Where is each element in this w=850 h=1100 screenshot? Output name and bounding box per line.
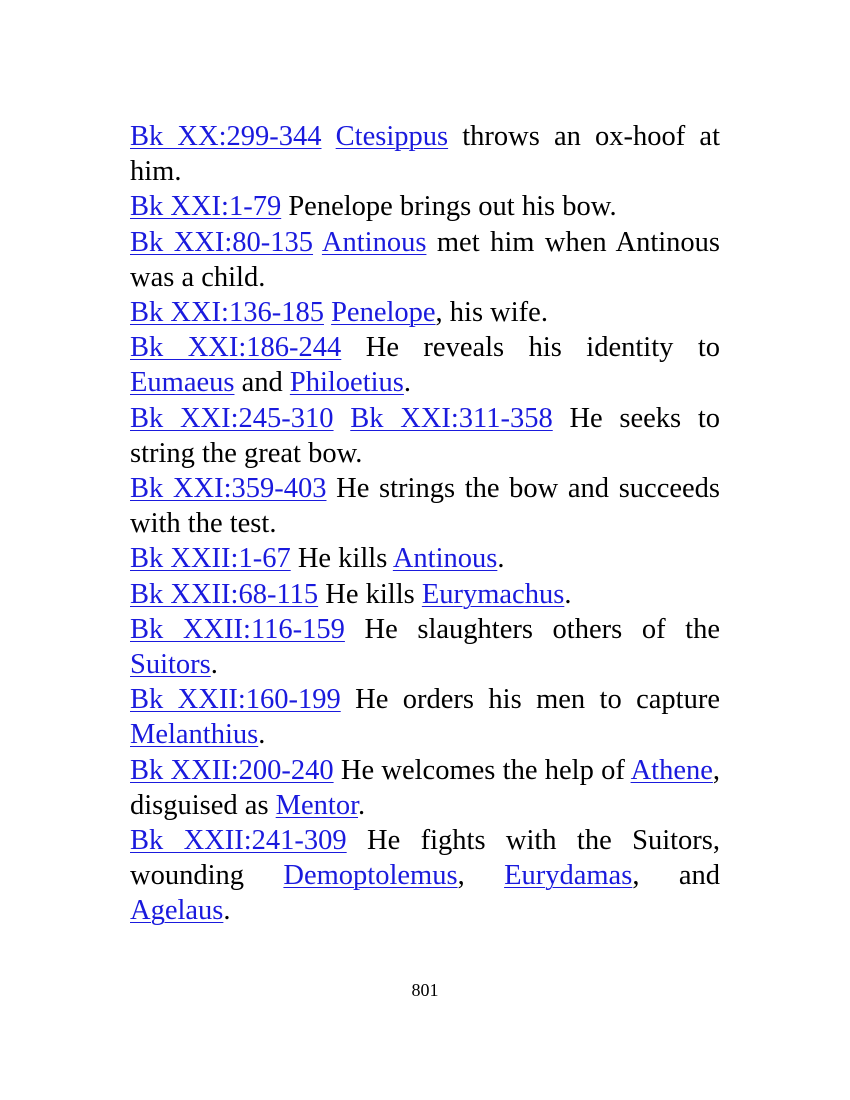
entry-text: met him when Antinous was a child.: [130, 226, 720, 293]
entry-text: .: [223, 895, 231, 927]
entry-paragraph: [130, 295, 720, 330]
ref-link-bk-xxi-245-310[interactable]: Bk XXI:245-310: [130, 402, 334, 434]
entry-text: , disguised as: [130, 754, 720, 821]
entry-text: He reveals his identity to: [341, 332, 720, 364]
entry-list: [130, 119, 720, 929]
page-number: 801: [411, 980, 439, 1000]
entry-text: .: [403, 367, 412, 399]
ref-link-bk-xxii-160-199[interactable]: Bk XXII:160-199: [130, 684, 341, 716]
entry-text: He slaughters others of the: [344, 613, 721, 645]
ref-link-bk-xxii-241-309[interactable]: Bk XXII:241-309: [130, 825, 347, 857]
entry-paragraph: [130, 471, 720, 541]
ref-link-bk-xxii-68-115[interactable]: Bk XXII:68-115: [130, 578, 319, 610]
name-link-demoptolemus[interactable]: Demoptolemus: [283, 860, 458, 892]
name-link-eurydamas[interactable]: Eurydamas: [504, 860, 633, 892]
entry-paragraph: [130, 189, 720, 224]
entry-paragraph: [130, 612, 720, 682]
name-link-eurymachus[interactable]: Eurymachus: [421, 578, 565, 610]
name-link-agelaus[interactable]: Agelaus: [130, 895, 224, 927]
entry-text: He welcomes the help of: [333, 754, 631, 786]
entry-paragraph: [130, 225, 720, 295]
name-link-ctesippus[interactable]: Ctesippus: [335, 121, 449, 152]
ref-link-bk-xxii-1-67[interactable]: Bk XXII:1-67: [130, 543, 291, 575]
ref-link-bk-xxii-116-159[interactable]: Bk XXII:116-159: [130, 613, 345, 645]
entry-text: and: [234, 367, 290, 399]
name-link-antinous[interactable]: Antinous: [392, 543, 498, 575]
entry-text: , his wife.: [435, 297, 548, 329]
name-link-philoetius[interactable]: Philoetius: [289, 367, 404, 399]
entry-text: He strings the bow and succeeds with the test.: [130, 473, 720, 540]
entry-text: [322, 121, 336, 152]
entry-text: , and: [632, 860, 720, 892]
entry-text: [324, 297, 331, 328]
entry-text: .: [358, 789, 366, 821]
entry-paragraph: [130, 577, 720, 612]
entry-text: .: [210, 649, 218, 681]
entry-paragraph: [130, 401, 720, 471]
entry-paragraph: [130, 119, 720, 189]
entry-paragraph: [130, 541, 720, 576]
ref-link-bk-xxi-136-185[interactable]: Bk XXI:136-185: [130, 297, 324, 329]
entry-text: He fights with the Suitors, wounding: [130, 825, 720, 892]
name-link-penelope[interactable]: Penelope: [331, 297, 436, 329]
entry-text: .: [258, 719, 266, 751]
ref-link-bk-xx-299-344[interactable]: Bk XX:299-344: [130, 121, 322, 152]
ref-link-bk-xxii-200-240[interactable]: Bk XXII:200-240: [130, 754, 334, 786]
entry-text: throws an ox-hoof at him.: [130, 121, 720, 188]
name-link-athene[interactable]: Athene: [630, 754, 713, 786]
entry-text: .: [497, 543, 505, 575]
ref-link-bk-xxi-186-244[interactable]: Bk XXI:186-244: [130, 332, 342, 364]
entry-paragraph: [130, 330, 720, 400]
name-link-suitors[interactable]: Suitors: [130, 649, 211, 681]
entry-paragraph: [130, 823, 720, 929]
entry-paragraph: [130, 682, 720, 752]
ref-link-bk-xxi-359-403[interactable]: Bk XXI:359-403: [130, 473, 327, 505]
name-link-mentor[interactable]: Mentor: [275, 789, 358, 821]
entry-text: He seeks to string the great bow.: [130, 402, 721, 469]
name-link-melanthius[interactable]: Melanthius: [130, 719, 259, 751]
entry-text: He kills: [318, 578, 422, 610]
entry-paragraph: [130, 753, 720, 823]
name-link-antinous[interactable]: Antinous: [321, 226, 427, 258]
entry-text: Penelope brings out his bow.: [281, 191, 617, 223]
entry-text: He kills: [290, 543, 393, 575]
entry-text: [313, 227, 322, 258]
ref-link-bk-xxi-311-358[interactable]: Bk XXI:311-358: [350, 402, 553, 434]
entry-text: He orders his men to capture: [340, 684, 720, 716]
entry-text: ,: [457, 860, 505, 892]
ref-link-bk-xxi-1-79[interactable]: Bk XXI:1-79: [130, 191, 282, 223]
entry-text: [334, 403, 351, 434]
ref-link-bk-xxi-80-135[interactable]: Bk XXI:80-135: [130, 226, 314, 258]
entry-text: .: [564, 578, 572, 610]
name-link-eumaeus[interactable]: Eumaeus: [130, 367, 235, 399]
